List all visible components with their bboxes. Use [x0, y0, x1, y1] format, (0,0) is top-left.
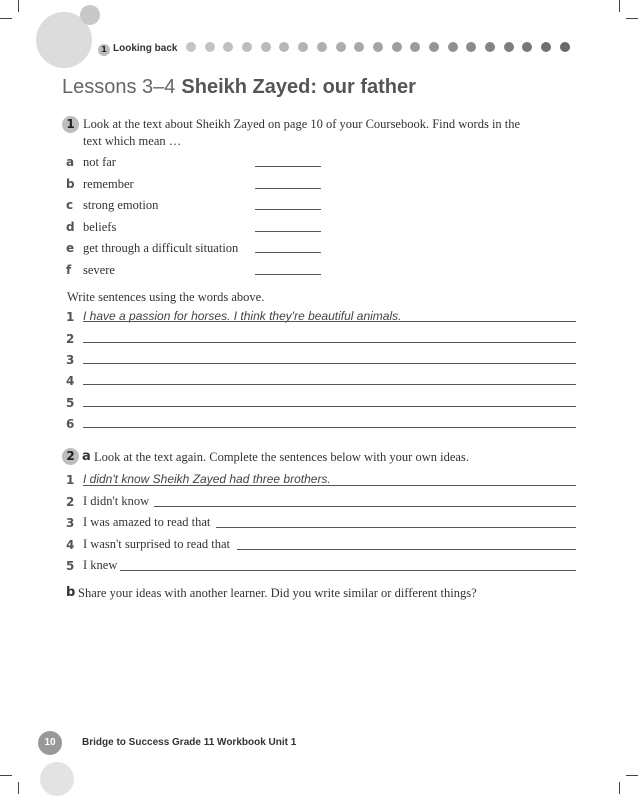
answer-blank[interactable] — [255, 209, 321, 210]
definition-text: strong emotion — [83, 198, 159, 212]
definition-text: not far — [83, 155, 116, 169]
exercise-2-badge: 2 — [62, 448, 79, 465]
decorative-circle — [80, 5, 100, 25]
progress-dot — [279, 42, 289, 52]
item-letter: b — [66, 177, 75, 191]
part-b-label: b — [66, 585, 76, 600]
sentence-number: 3 — [66, 353, 75, 367]
item-letter: e — [66, 241, 75, 255]
progress-dot — [261, 42, 271, 52]
sentences-instruction: Write sentences using the words above. — [67, 290, 265, 304]
answer-blank[interactable] — [255, 231, 321, 232]
example-sentence: I didn't know Sheikh Zayed had three brothers. — [83, 472, 331, 486]
sentence-line[interactable] — [83, 384, 576, 385]
progress-dot — [373, 42, 383, 52]
progress-dot — [504, 42, 514, 52]
item-number: 5 — [66, 559, 75, 573]
progress-dot — [223, 42, 233, 52]
progress-dot — [205, 42, 215, 52]
unit-number-badge: 1 — [98, 44, 110, 56]
item-letter: c — [66, 198, 74, 212]
lesson-topic: Sheikh Zayed: our father — [181, 76, 416, 98]
exercise-1-instruction-line2: text which mean … — [83, 134, 182, 148]
crop-mark — [619, 782, 620, 794]
answer-blank[interactable] — [255, 188, 321, 189]
unit-label: Looking back — [113, 43, 178, 54]
crop-mark — [18, 0, 19, 12]
definition-text: beliefs — [83, 220, 117, 234]
item-number: 3 — [66, 516, 75, 530]
sentence-prompt: I was amazed to read that — [83, 515, 211, 529]
sentence-line[interactable] — [237, 549, 576, 550]
answer-blank[interactable] — [255, 274, 321, 275]
sentence-line[interactable] — [216, 527, 576, 528]
answer-blank[interactable] — [255, 252, 321, 253]
definition-text: get through a difficult situation — [83, 241, 239, 255]
progress-dot — [242, 42, 252, 52]
sentence-number: 5 — [66, 396, 75, 410]
sentence-line[interactable] — [120, 570, 576, 571]
sentence-line[interactable] — [83, 342, 576, 343]
page-title — [62, 76, 416, 99]
crop-mark — [18, 782, 19, 794]
sentence-number: 4 — [66, 374, 75, 388]
part-a-instruction: Look at the text again. Complete the sentences below with your own ideas. — [94, 450, 469, 464]
progress-dot — [317, 42, 327, 52]
definition-text: remember — [83, 177, 134, 191]
item-letter: d — [66, 220, 75, 234]
crop-mark — [626, 18, 638, 19]
sentence-line[interactable] — [83, 321, 576, 322]
item-letter: a — [66, 155, 75, 169]
part-b-instruction: Share your ideas with another learner. Did you write similar or different things? — [78, 586, 477, 600]
progress-dot — [541, 42, 551, 52]
example-sentence: I have a passion for horses. I think they're beautiful animals. — [83, 309, 402, 323]
sentence-prompt: I didn't know — [83, 494, 150, 508]
exercise-1-instruction-line1: Look at the text about Sheikh Zayed on page 10 of your Coursebook. Find words in the — [83, 117, 521, 131]
crop-mark — [0, 775, 12, 776]
book-title: Bridge to Success Grade 11 Workbook Unit 1 — [82, 737, 297, 748]
crop-mark — [626, 775, 638, 776]
sentence-line[interactable] — [83, 427, 576, 428]
sentence-line[interactable] — [154, 506, 576, 507]
sentence-number: 6 — [66, 417, 75, 431]
progress-dot — [392, 42, 402, 52]
part-a-label: a — [82, 449, 91, 464]
decorative-circle — [40, 762, 74, 796]
progress-dot — [336, 42, 346, 52]
answer-blank[interactable] — [255, 166, 321, 167]
item-number: 1 — [66, 473, 75, 487]
sentence-line[interactable] — [83, 485, 576, 486]
sentence-prompt: I wasn't surprised to read that — [83, 537, 231, 551]
sentence-number: 2 — [66, 332, 75, 346]
lessons-label: Lessons 3–4 — [62, 76, 176, 98]
progress-dot — [485, 42, 495, 52]
item-number: 2 — [66, 495, 75, 509]
sentence-prompt: I knew — [83, 558, 118, 572]
page-number: 10 — [38, 731, 62, 755]
progress-dot — [298, 42, 308, 52]
item-letter: f — [66, 263, 72, 277]
progress-dot — [354, 42, 364, 52]
progress-dot — [429, 42, 439, 52]
progress-dot — [186, 42, 196, 52]
progress-dots — [186, 42, 570, 52]
item-number: 4 — [66, 538, 75, 552]
exercise-1-badge: 1 — [62, 116, 79, 133]
sentence-number: 1 — [66, 310, 75, 324]
crop-mark — [0, 18, 12, 19]
progress-dot — [522, 42, 532, 52]
definition-text: severe — [83, 263, 115, 277]
progress-dot — [560, 42, 570, 52]
sentence-line[interactable] — [83, 363, 576, 364]
progress-dot — [466, 42, 476, 52]
progress-dot — [410, 42, 420, 52]
progress-dot — [448, 42, 458, 52]
sentence-line[interactable] — [83, 406, 576, 407]
crop-mark — [619, 0, 620, 12]
